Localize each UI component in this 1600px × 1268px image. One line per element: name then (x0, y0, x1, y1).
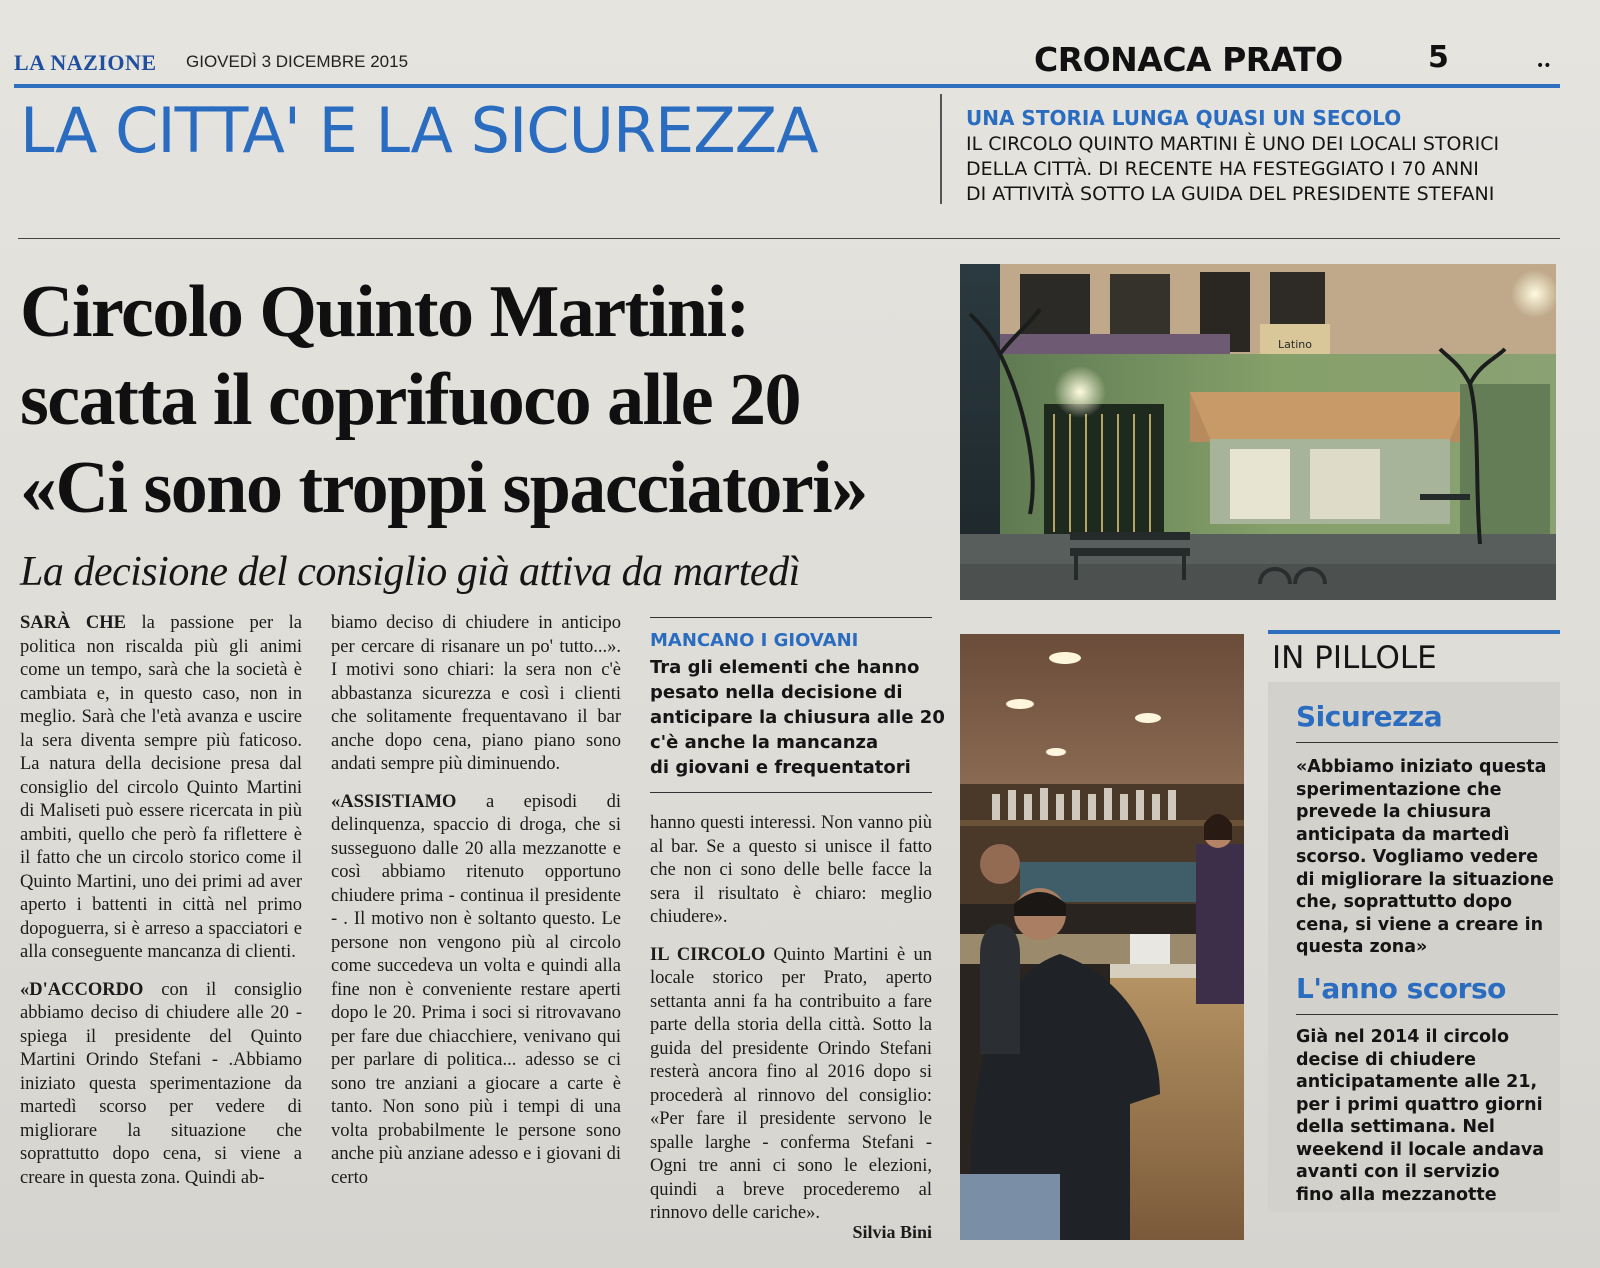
paragraph-text: Quinto Martini è un locale storico per Prato, aperto settanta anni fa ha contribuito a fare parte della storia della città. Sotto la guida del presidente Orindo Stefani resterà ancora fino al 2016 dopo si procederà al rinnovo del consiglio: «Per fare il presidente servono le spalle larghe - conferma Stefani - Ogni tre anni ci sono le elezioni, quindi a breve procederemo al rinnovo delle cariche». (650, 944, 932, 1223)
callout-line: c'è anche la mancanza (650, 732, 879, 753)
article-paragraph (650, 944, 932, 1226)
issue-date: GIOVEDÌ 3 DICEMBRE 2015 (186, 52, 409, 71)
paragraph-lead: IL CIRCOLO (650, 944, 766, 965)
pill-line: cena, si viene a creare in (1296, 914, 1544, 935)
paragraph-text: hanno questi interessi. Non vanno più al bar. Se a questo si unisce il fatto che non ci sono delle belle facce la sera il risultato è chiaro: meglio chiudere». (650, 813, 932, 927)
paragraph-text: la passione per la politica non riscalda più gli animi come un tempo, sarà che la società è cambiata e, in questo caso, non in meglio. Sarà che l'età avanza e uscire la sera diventa sempre più faticoso. La natura della decisione presa dal consiglio del circolo Quinto Martini di Maliseti può essere ricercata in più ambiti, quello che però fa riflettere è il fatto che un circolo storico come il Quinto Martini, uno dei primi ad aver aperto i battenti in città nel primo dopoguerra, si è arreso a spacciatori e alla conseguente mancanza di clienti. (20, 613, 302, 962)
headline-line: Circolo Quinto Martini: (20, 271, 749, 353)
pills-header: IN PILLOLE (1272, 640, 1437, 676)
callout-line: Tra gli elementi che hanno (650, 657, 920, 678)
pill-rule (1296, 742, 1558, 743)
article-byline: Silvia Bini (852, 1222, 932, 1242)
pill-line: questa zona» (1296, 937, 1428, 957)
article-column-2 (331, 612, 621, 1204)
sidebox-line: IL CIRCOLO QUINTO MARTINI È UNO DEI LOCALI STORICI (966, 133, 1500, 155)
newspaper-name: LA NAZIONE (14, 50, 157, 75)
sidebox-line: DI ATTIVITÀ SOTTO LA GUIDA DEL PRESIDENTE STEFANI (966, 183, 1495, 205)
sidebox-text (966, 132, 1566, 207)
exterior-sign-text: Latino (1278, 338, 1312, 351)
sidebox-line: DELLA CITTÀ. DI RECENTE HA FESTEGGIATO I 70 ANNI (966, 158, 1479, 180)
pill-line: per i primi quattro giorni (1296, 1094, 1543, 1115)
callout-line: di giovani e frequentatori (650, 757, 911, 778)
callout-line: pesato nella decisione di (650, 682, 903, 703)
corner-mark: •• (1536, 58, 1551, 74)
article-paragraph (650, 812, 932, 930)
pill-line: scorso. Vogliamo vedere (1296, 847, 1539, 867)
article-headline (20, 268, 940, 532)
callout-line: anticipare la chiusura alle 20 (650, 707, 945, 728)
pill-line: che, soprattutto dopo (1296, 892, 1512, 912)
rubric-title: LA CITTA' E LA SICUREZZA (20, 94, 818, 167)
pill-line: prevede la chiusura (1296, 802, 1492, 822)
article-column-1 (20, 612, 302, 1204)
circolo-exterior-photo (960, 264, 1556, 600)
pill-line: Già nel 2014 il circolo (1296, 1027, 1509, 1047)
top-rule (14, 84, 1560, 88)
pill-text (1296, 1026, 1566, 1206)
pill-line: weekend il locale andava (1296, 1139, 1545, 1160)
callout-rule-top (650, 617, 932, 618)
section-name: CRONACA PRATO (1034, 40, 1343, 79)
paragraph-text: con il consiglio abbiamo deciso di chiudere alle 20 - spiega il presidente del Quinto Martini Orindo Stefani - .Abbiamo iniziato questa sperimentazione da martedì scorso per vedere di migliorare la situazione che soprattutto dopo cena, si viene a creare in questa zona. Quindi ab- (20, 979, 302, 1188)
paragraph-text: a episodi di delinquenza, spaccio di droga, che si susseguono dalle 20 alla mezzanotte e così abbiamo ritenuto opportuno chiudere prima - continua il presidente - . Il motivo non è soltanto questo. Le persone non vengono più al circolo come succedeva un volta e quindi alla fine non è conveniente restare aperti dopo le 20. Prima i soci si ritrovavano per fare due chiacchiere, venivano qui per parlare di politica... adesso se ci sono tre anziani a giocare a carte è tanto. Non sono più i tempi di una volta probabilmente le persone sono anche più anziane adesso e i giovani di certo (331, 791, 621, 1188)
pill-line: di migliorare la situazione (1296, 869, 1554, 890)
article-paragraph (331, 612, 621, 777)
pill-line: sperimentazione che (1296, 779, 1502, 800)
page-number: 5 (1428, 40, 1449, 75)
pill-title: L'anno scorso (1296, 972, 1506, 1005)
article-paragraph (20, 979, 302, 1191)
headline-line: «Ci sono troppi spacciatori» (20, 447, 867, 529)
exterior-photo-illustration (960, 264, 1556, 600)
paragraph-lead: «D'ACCORDO (20, 979, 144, 1000)
interior-photo-illustration (960, 634, 1244, 1240)
callout-title: MANCANO I GIOVANI (650, 630, 859, 651)
callout-rule-bottom (650, 792, 932, 793)
paragraph-text: biamo deciso di chiudere in anticipo per cercare di risanare un po' tutto...». I motivi sono chiari: la sera non c'è abbastanza sicurezza e così i clienti che solitamente frequentavano il bar anche dopo cena, piano piano sono andati sempre più diminuendo. (331, 613, 621, 774)
bar-interior-photo (960, 634, 1244, 1240)
pill-text (1296, 756, 1566, 959)
callout-text (650, 655, 945, 780)
paragraph-lead: «ASSISTIAMO (331, 791, 457, 812)
article-column-3 (650, 812, 932, 1240)
headline-line: scatta il coprifuoco alle 20 (20, 359, 801, 441)
pill-line: «Abbiamo iniziato questa (1296, 757, 1547, 777)
article-paragraph (20, 612, 302, 965)
pill-rule (1296, 1014, 1558, 1015)
pill-line: anticipata da martedì (1296, 824, 1510, 845)
paragraph-lead: SARÀ CHE (20, 613, 126, 633)
sidebox-divider (940, 94, 942, 204)
pill-title: Sicurezza (1296, 700, 1443, 733)
pill-line: decise di chiudere (1296, 1049, 1476, 1070)
pill-line: fino alla mezzanotte (1296, 1184, 1497, 1205)
pill-line: avanti con il servizio (1296, 1162, 1500, 1182)
article-subheadline: La decisione del consiglio già attiva da martedì (20, 549, 800, 595)
pill-line: della settimana. Nel (1296, 1117, 1495, 1137)
pills-top-rule (1268, 630, 1560, 634)
header-rule (18, 238, 1560, 239)
article-paragraph (331, 791, 621, 1191)
pill-line: anticipatamente alle 21, (1296, 1072, 1538, 1092)
sidebox-title: UNA STORIA LUNGA QUASI UN SECOLO (966, 106, 1402, 130)
